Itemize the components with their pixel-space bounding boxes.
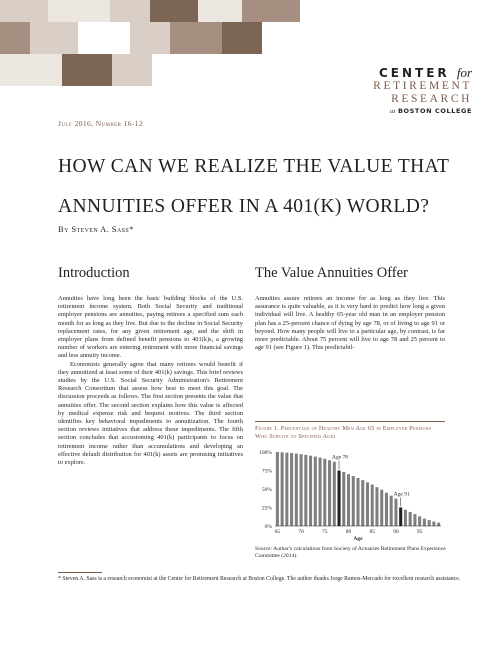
logo-research-line: RESEARCH: [391, 93, 472, 105]
chart-bar: [366, 482, 369, 526]
x-tick-label: 80: [345, 529, 352, 535]
header-block: [150, 0, 198, 22]
chart-bar: [295, 454, 298, 526]
chart-bar: [300, 454, 303, 526]
header-block: [152, 54, 192, 86]
value-heading: The Value Annuities Offer: [255, 265, 408, 281]
header-block: [30, 22, 78, 54]
chart-bar: [314, 457, 317, 526]
chart-bar: [375, 487, 378, 526]
chart-bar: [399, 508, 402, 527]
x-tick-label: 70: [298, 529, 304, 535]
figure-title: [255, 425, 445, 441]
header-block: [0, 54, 62, 86]
value-paragraph-1: Annuities assure retirees an income for as long as they live. This assurance is quite valuable, as it is very hard to predict how long a given individual will live. A healthy 65-year old man in an employer pension plan has a 25-percent chance of dying by age 78, or of living to age 91 or beyond. How many people will live to a particular age, by contrast, is far more predictable. About 75 percent will live to age 78 and 25 percent to age 91 (see Figure 1). This predictabil-: [255, 295, 445, 352]
chart-bar: [413, 514, 416, 526]
figure-source: Source: Author's calculations from Society of Actuaries Retirement Plans Experience Committee (2014).: [255, 546, 446, 559]
chart-bar: [276, 452, 279, 526]
chart-bar: [319, 458, 322, 526]
chart-bar: [352, 476, 355, 526]
header-block: [62, 54, 112, 86]
header-block: [78, 22, 130, 54]
y-tick-label: 75%: [261, 468, 272, 475]
y-tick-label: 0%: [264, 524, 272, 530]
chart-bar: [371, 485, 374, 526]
chart-bar: [323, 459, 326, 526]
author-byline: By Steven A. Sass*: [58, 224, 134, 234]
y-tick-label: 100%: [259, 450, 272, 456]
footnote-rule: [58, 572, 102, 573]
x-tick-label: 90: [393, 529, 399, 535]
chart-bar: [281, 452, 284, 526]
title-line-1: HOW CAN WE REALIZE THE VALUE THAT: [58, 156, 450, 177]
chart-bar: [423, 519, 426, 526]
issue-dateline: July 2016, Number 16-12: [58, 119, 144, 128]
title-line-2: ANNUITIES OFFER IN A 401(K) WORLD?: [58, 196, 430, 217]
header-block: [198, 0, 242, 22]
chart-bar: [418, 516, 421, 526]
chart-bar: [356, 478, 359, 526]
chart-bar: [390, 496, 393, 526]
chart-bar: [380, 490, 383, 526]
logo-retirement-line: RETIREMENT: [373, 80, 472, 92]
figure-title-text: Figure 1. Percentage of Healthy Men Age 65 in Employer Pensions Who Survive to Specified Ages: [255, 425, 432, 440]
chart-bar: [361, 480, 364, 526]
crr-logo: [332, 66, 472, 115]
y-tick-label: 50%: [261, 487, 272, 493]
intro-column: [58, 295, 243, 467]
x-tick-label: 95: [416, 529, 423, 535]
intro-paragraph-2: Economists generally agree that many retirees would benefit if they annuitized at least some of their 401(k) savings. This brief reviews studies by the U.S. Social Security Administration's Retirement Research Consortium that assess how best to meet this goal. The discussion proceeds as follows. The first section presents the value that annuities offer. The second section explains how this value is affected by medical expense risk and bequest motives. The third section identifies key behavioral impediments to annuitization. The fourth section reviews initiatives that address these impediments. The fifth section concludes that accustoming 401(k) participants to focus on retirement income rather than accumulations and developing an effective default distribution for 401(k) assets are promising initiatives to explore.: [58, 360, 243, 467]
y-tick-label: 25%: [261, 505, 272, 512]
chart-bar: [385, 493, 388, 526]
header-block: [112, 54, 152, 86]
header-block: [110, 0, 150, 22]
logo-college-line: at BOSTON COLLEGE: [389, 107, 472, 115]
chart-bar: [309, 456, 312, 526]
survival-bar-chart: [253, 446, 448, 546]
header-block: [0, 22, 30, 54]
chart-bar: [338, 471, 341, 527]
chart-bar: [428, 520, 431, 526]
chart-bar: [432, 522, 435, 526]
header-block: [48, 0, 110, 22]
header-block: [242, 0, 300, 22]
intro-paragraph-1: Annuities have long been the basic building blocks of the U.S. retirement income system. Both Social Security and traditional employer pensions are annuities, paying retirees a specified sum each month for as long as they live. But due to the decline in Social Security replacement rates, for any given retirement age, and the shift in employer plans from defined benefit pensions to 401(k)s, a growing number of workers are entering retirement with more financial savings and less annuity income.: [58, 295, 243, 360]
chart-bar: [394, 499, 397, 526]
logo-center-line: CENTER for: [378, 65, 472, 80]
annotation-label: Age 91: [393, 491, 410, 498]
chart-bar: [437, 523, 440, 526]
chart-bar: [285, 453, 288, 526]
header-decoration: [0, 0, 300, 86]
figure-rule: [255, 421, 445, 422]
x-axis-label: Age: [353, 536, 363, 542]
x-tick-label: 75: [322, 529, 328, 535]
chart-bar: [347, 474, 350, 526]
chart-bar: [328, 460, 331, 526]
chart-bar: [290, 453, 293, 526]
intro-heading: Introduction: [58, 265, 130, 281]
x-tick-label: 65: [274, 529, 281, 535]
author-footnote: * Steven A. Sass is a research economist at the Center for Retirement Research at Boston College. The author thanks Jorge Ramos-Mercado for excellent research assistance.: [58, 576, 461, 582]
annotation-label: Age 78: [332, 454, 349, 461]
header-block: [130, 22, 170, 54]
chart-bar: [409, 512, 412, 526]
chart-bar: [342, 472, 345, 526]
header-block: [222, 22, 262, 54]
chart-bar: [404, 510, 407, 526]
header-block: [170, 22, 222, 54]
value-column: [255, 295, 445, 352]
x-tick-label: 85: [369, 529, 375, 535]
chart-bar: [333, 462, 336, 526]
header-block: [0, 0, 48, 22]
brief-title: [58, 147, 488, 227]
chart-bar: [304, 455, 307, 526]
